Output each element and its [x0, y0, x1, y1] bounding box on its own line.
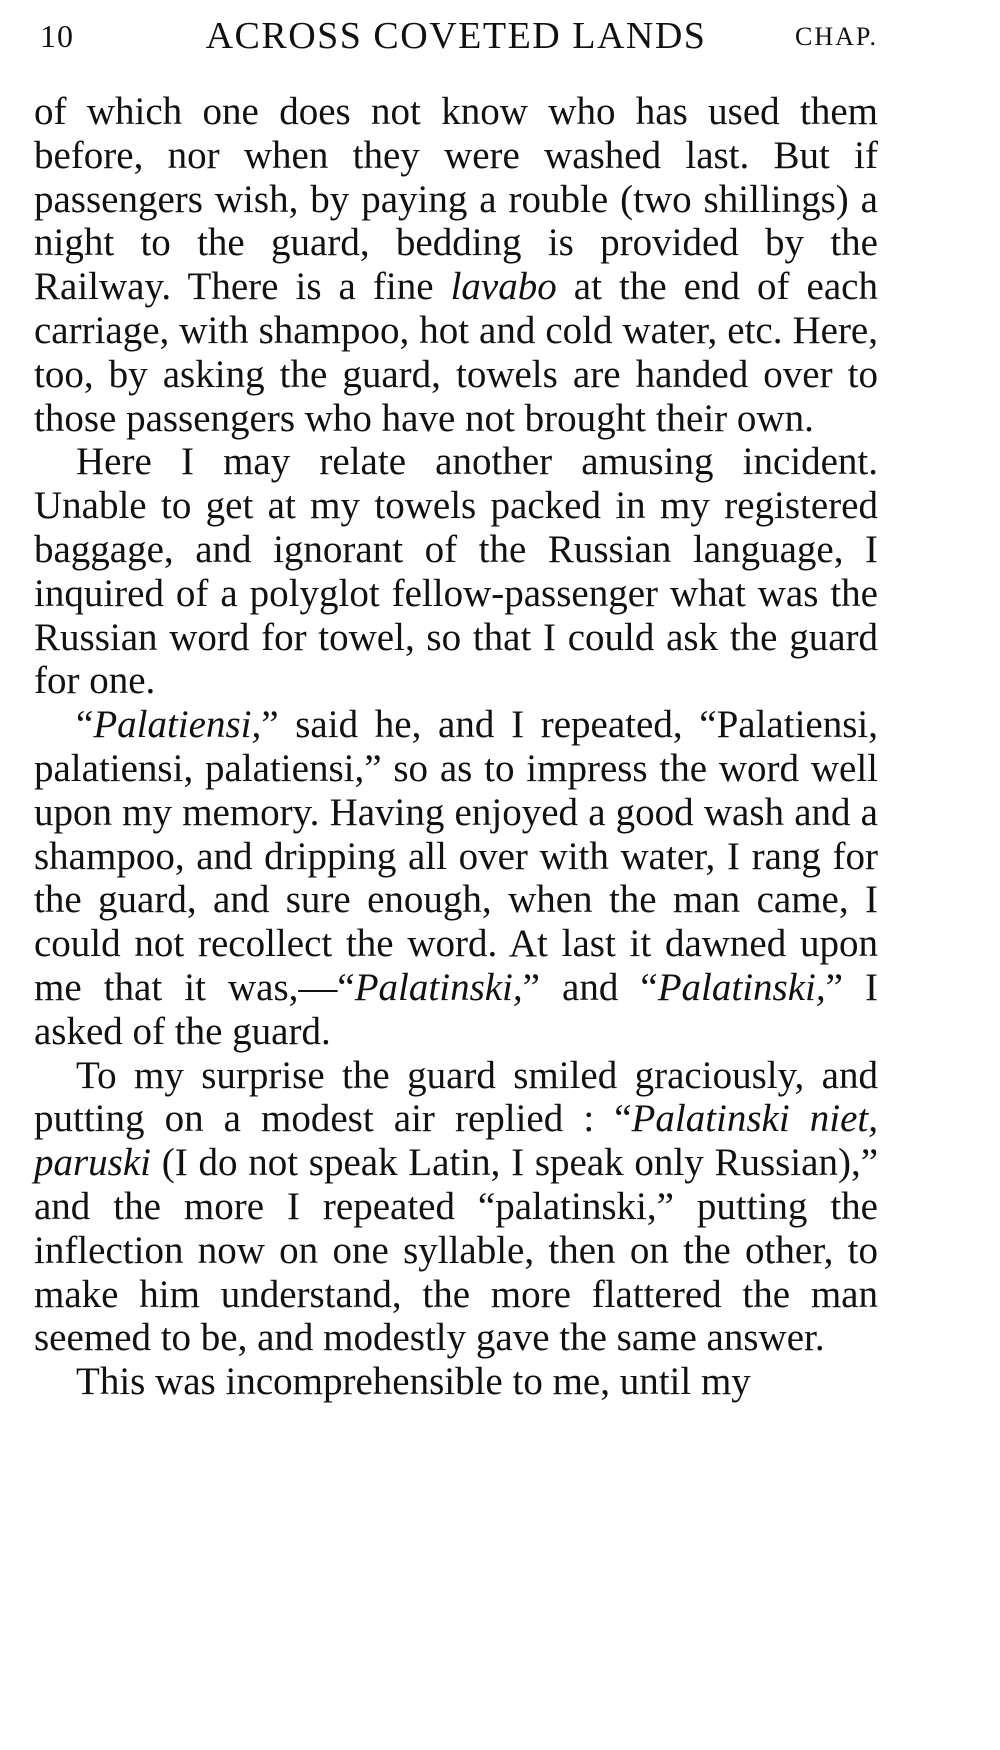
paragraph-text: ” said he, and I repeated, “Palatiensi, palatiensi, palatiensi,” so as to impress the word well upon my memory. Having enjoyed a good wash and a shampoo, and dripping all over with water, I rang for the guard, and sure enough, when the man came, I could not recollect the word. At last it dawned upon me that it was,—“ — [34, 703, 878, 1009]
paragraph-guard-reply — [34, 1054, 878, 1361]
running-head — [34, 0, 878, 70]
paragraph-text: at the end of each carriage, with shampoo, hot and cold water, etc. Here, too, by asking the guard, towels are handed over to those passengers who have not brought their own. — [34, 265, 878, 440]
paragraph-text: Here I may relate another amusing incident. Unable to get at my towels packed in my registered baggage, and ignorant of the Russian language, I inquired of a polyglot fellow-passenger what was the Russian word for towel, so that I could ask the guard for one. — [34, 440, 878, 703]
paragraph-text: This was incomprehensible to me, until my — [76, 1360, 751, 1404]
italic-term-lavabo: lavabo — [450, 265, 557, 309]
italic-phrase-palatinski-niet: Palatinski niet, paruski — [34, 1097, 879, 1185]
book-page — [34, 0, 878, 1404]
body-text — [34, 90, 878, 1404]
running-title: ACROSS COVETED LANDS — [205, 15, 707, 57]
italic-word-palatinski: Palatinski, — [354, 965, 523, 1009]
paragraph-text: To my surprise the guard smiled graciously, and putting on a modest air replied : “ — [34, 1053, 878, 1141]
paragraph-text: ” I asked of the guard. — [34, 965, 878, 1053]
paragraph-continuation — [34, 90, 878, 440]
page-number: 10 — [40, 18, 74, 54]
italic-word-palatiensi: Palatiensi, — [93, 703, 262, 747]
paragraph-final-line — [34, 1360, 878, 1404]
paragraph-text: (I do not speak Latin, I speak only Russian),” and the more I repeated “palatinski,” putting the inflection now on one syllable, then on the other, to make him understand, the more flattered the man seemed to be, and modestly gave the same answer. — [34, 1141, 878, 1360]
italic-word-palatinski: Palatinski, — [657, 965, 826, 1009]
paragraph-incident — [34, 440, 878, 703]
paragraph-text: “ — [76, 703, 94, 747]
paragraph-text: ” and “ — [522, 965, 658, 1009]
chapter-label: CHAP. — [795, 22, 878, 51]
paragraph-text: of which one does not know who has used them before, nor when they were washed last. But if passengers wish, by paying a rouble (two shillings) a night to the guard, bedding is provided by the Railway. There is a fine — [34, 90, 878, 309]
paragraph-palatiensi — [34, 703, 878, 1053]
